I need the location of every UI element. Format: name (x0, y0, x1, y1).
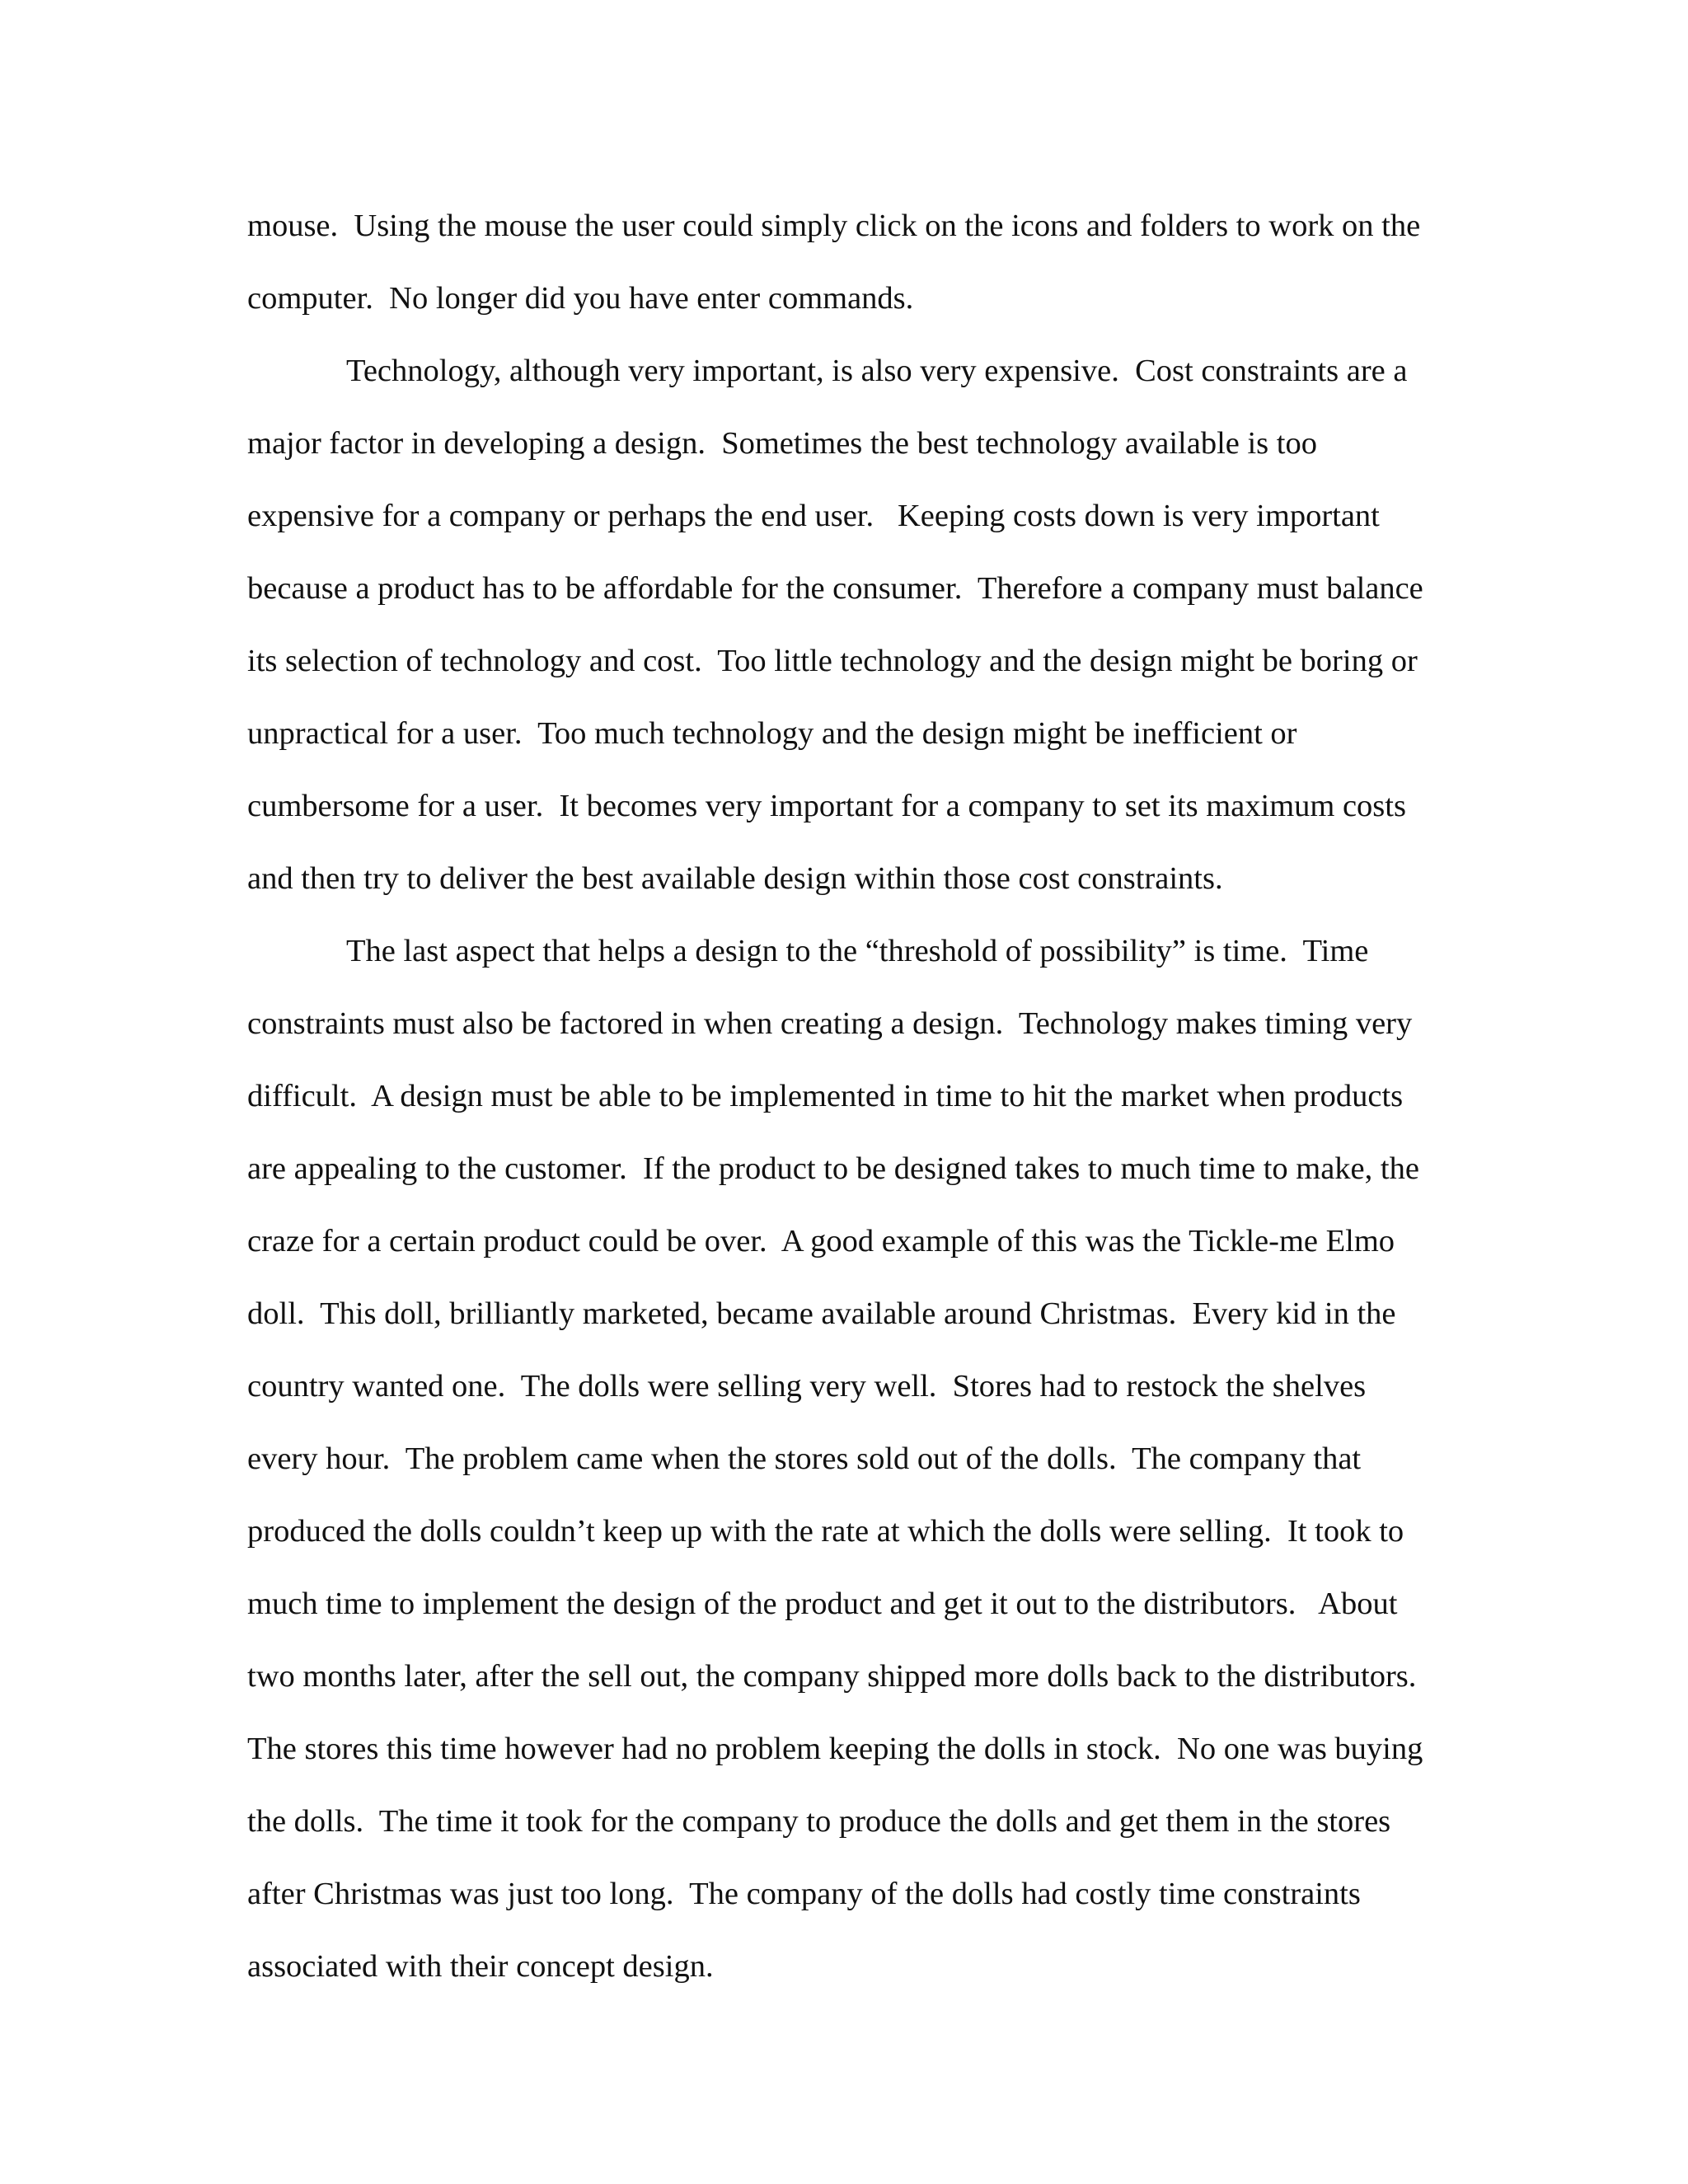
paragraph-first-line: Technology, although very important, is also very expensive. Cost constraints are a (346, 354, 1408, 388)
text-line: craze for a certain product could be over. A good example of this was the Tickle-me Elmo (247, 1224, 1395, 1258)
text-line: every hour. The problem came when the stores sold out of the dolls. The company that (247, 1441, 1362, 1476)
text-line: after Christmas was just too long. The company of the dolls had costly time constraints (247, 1877, 1361, 1911)
text-line: mouse. Using the mouse the user could simply click on the icons and folders to work on the (247, 209, 1421, 243)
text-line: and then try to deliver the best available design within those cost constraints. (247, 861, 1223, 896)
text-line: country wanted one. The dolls were selling very well. Stores had to restock the shelves (247, 1369, 1367, 1404)
text-line: because a product has to be affordable for the consumer. Therefore a company must balance (247, 571, 1423, 606)
text-line: cumbersome for a user. It becomes very important for a company to set its maximum costs (247, 789, 1406, 823)
text-line: its selection of technology and cost. Too little technology and the design might be boring or (247, 644, 1418, 678)
text-line: are appealing to the customer. If the product to be designed takes to much time to make, the (247, 1151, 1419, 1186)
text-line: unpractical for a user. Too much technology and the design might be inefficient or (247, 716, 1297, 751)
text-line: much time to implement the design of the product and get it out to the distributors. About (247, 1586, 1398, 1621)
text-line: doll. This doll, brilliantly marketed, became available around Christmas. Every kid in the (247, 1296, 1396, 1331)
text-line: difficult. A design must be able to be implemented in time to hit the market when products (247, 1079, 1404, 1113)
text-line: constraints must also be factored in when creating a design. Technology makes timing very (247, 1006, 1413, 1041)
text-line: The stores this time however had no problem keeping the dolls in stock. No one was buying (247, 1732, 1423, 1766)
text-line: computer. No longer did you have enter commands. (247, 281, 914, 316)
text-line: expensive for a company or perhaps the end user. Keeping costs down is very important (247, 499, 1380, 533)
text-line: major factor in developing a design. Sometimes the best technology available is too (247, 426, 1317, 461)
paragraph-first-line: The last aspect that helps a design to the “threshold of possibility” is time. Time (346, 934, 1369, 968)
text-line: two months later, after the sell out, the company shipped more dolls back to the distributors. (247, 1659, 1417, 1694)
text-line: associated with their concept design. (247, 1949, 714, 1984)
body-text (247, 190, 1434, 2003)
text-line: produced the dolls couldn’t keep up with the rate at which the dolls were selling. It took to (247, 1514, 1404, 1549)
text-line: the dolls. The time it took for the company to produce the dolls and get them in the stores (247, 1804, 1391, 1839)
